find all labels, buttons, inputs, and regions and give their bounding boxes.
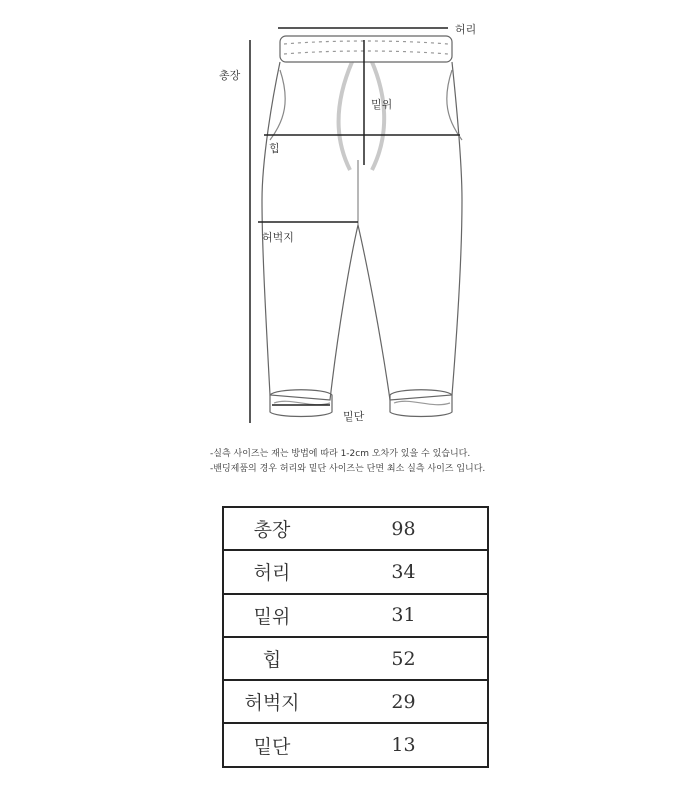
measurement-notes	[210, 447, 485, 477]
row-value: 29	[320, 680, 488, 723]
table-row	[223, 594, 488, 637]
row-value: 31	[320, 594, 488, 637]
row-label: 허리	[223, 550, 320, 593]
table-row	[223, 680, 488, 723]
row-label: 밑위	[223, 594, 320, 637]
waist-label: 허리	[455, 23, 477, 36]
hip-label: 힙	[269, 142, 280, 155]
row-label: 총장	[223, 507, 320, 550]
note-line: -밴딩제품의 경우 허리와 밑단 사이즈는 단면 최소 실측 사이즈 입니다.	[210, 464, 486, 474]
row-value: 52	[320, 637, 488, 680]
row-value: 98	[320, 507, 488, 550]
hem-label: 밑단	[343, 410, 365, 423]
table-row	[223, 637, 488, 680]
rise-label: 밑위	[371, 98, 393, 111]
total-length-label: 총장	[219, 69, 241, 82]
table-row	[223, 550, 488, 593]
row-value: 34	[320, 550, 488, 593]
size-table	[222, 506, 489, 768]
waistband-shape	[280, 36, 452, 62]
row-label: 힙	[223, 637, 320, 680]
table-row	[223, 723, 488, 766]
row-value: 13	[320, 723, 488, 766]
note-line: -실측 사이즈는 재는 방법에 따라 1-2cm 오차가 있을 수 있습니다.	[210, 449, 471, 459]
row-label: 허벅지	[223, 680, 320, 723]
row-label: 밑단	[223, 723, 320, 766]
thigh-label: 허벅지	[262, 231, 294, 244]
table-row	[223, 507, 488, 550]
